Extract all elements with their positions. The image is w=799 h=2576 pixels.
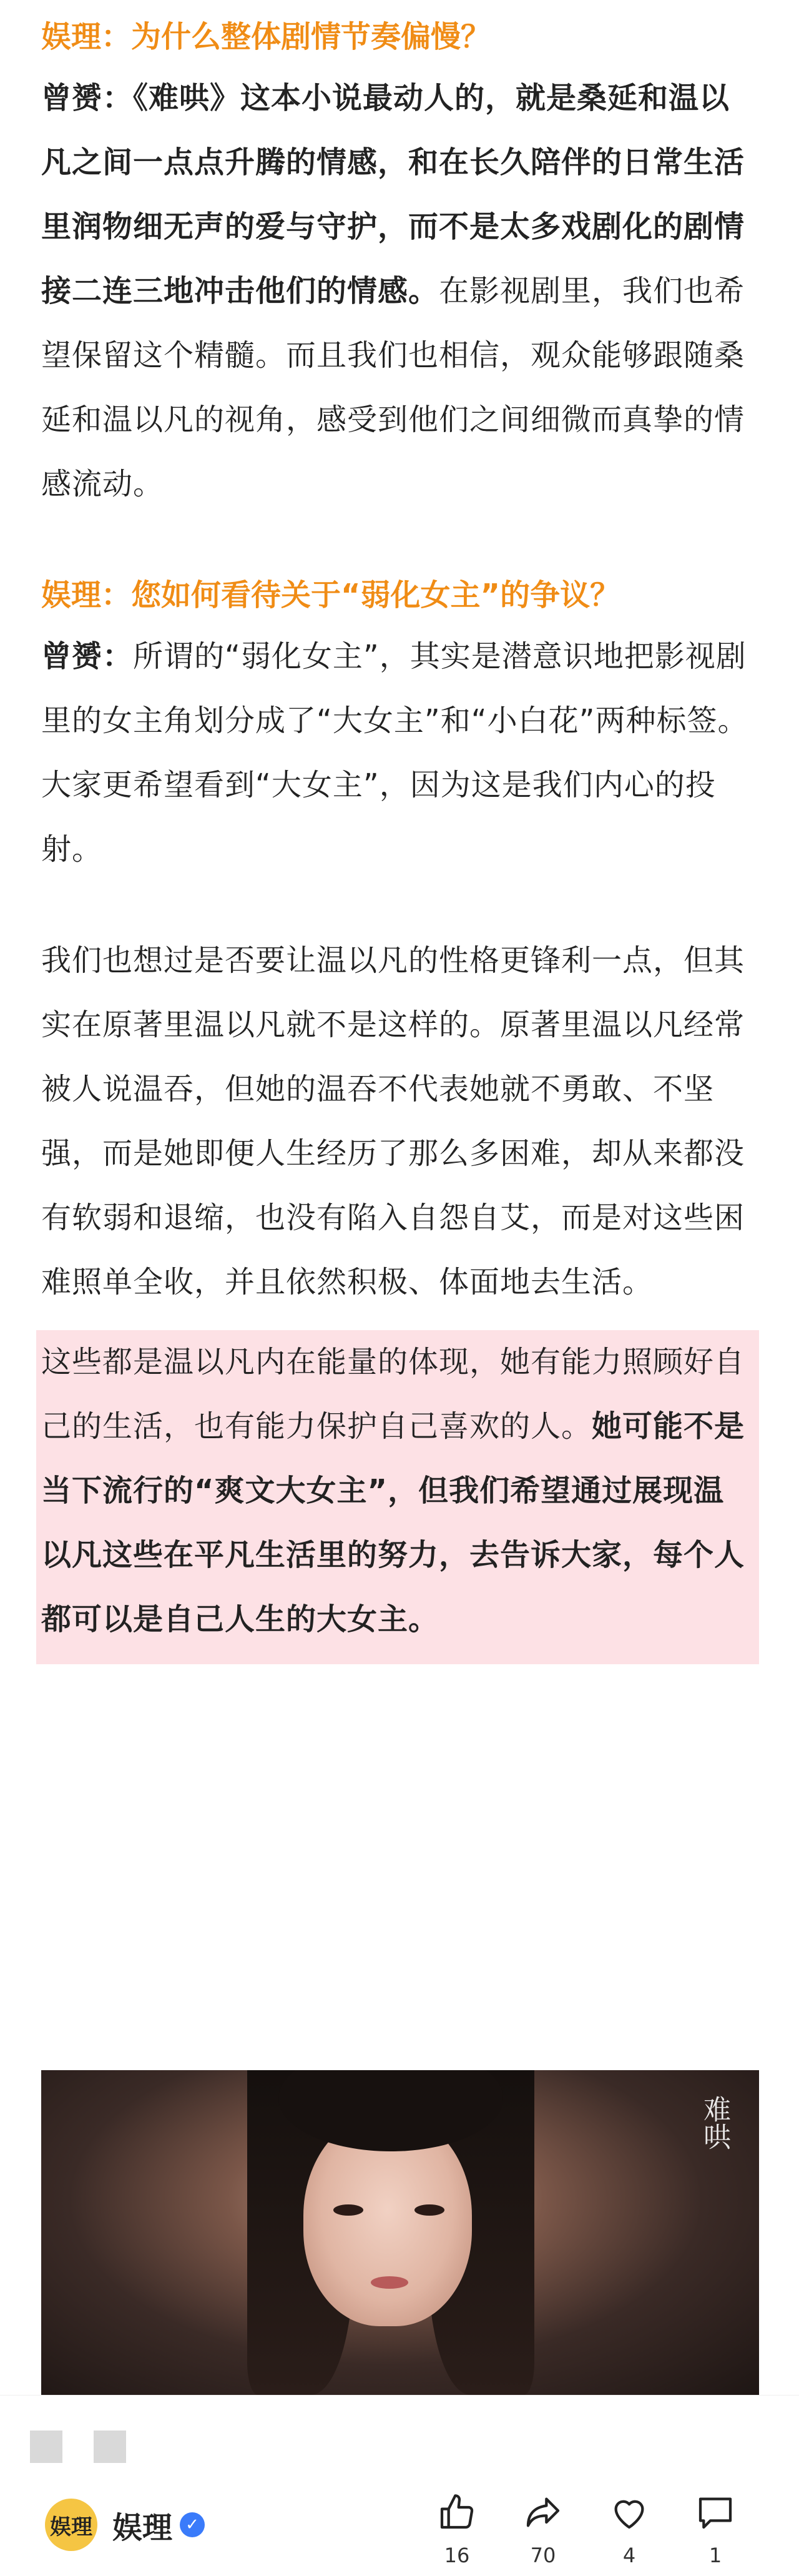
answer-text: 所谓的“弱化女主”，其实是潜意识地把影视剧里的女主角划分成了“大女主”和“小白花”两种标签。大家更希望看到“大女主”，因为这是我们内心的投射。	[41, 639, 748, 867]
author-info[interactable]	[45, 2499, 205, 2551]
share-button[interactable]	[506, 2492, 581, 2567]
question-heading: 娱理：您如何看待关于“弱化女主”的争议？	[41, 578, 620, 613]
photo-eye-right	[414, 2204, 444, 2216]
like-count: 16	[444, 2544, 470, 2567]
article-photo[interactable]	[41, 2070, 759, 2395]
highlight-bold-text: 她可能不是当下流行的“爽文大女主”，但我们希望通过展现温以凡这些在平凡生活里的努力，去告诉大家，每个人都可以是自己人生的大女主。	[41, 1409, 745, 1637]
author-name[interactable]: 娱理	[112, 2510, 173, 2545]
photo-lips	[371, 2276, 408, 2289]
favorite-count: 4	[622, 2544, 636, 2567]
share-icon	[523, 2492, 563, 2532]
drama-watermark-logo: 难哄	[699, 2095, 730, 2150]
highlighted-quote	[36, 1330, 759, 1664]
like-button[interactable]	[419, 2492, 494, 2567]
bottom-action-bar	[0, 2395, 799, 2576]
thumbs-up-icon	[437, 2492, 477, 2532]
photo-eye-left	[333, 2204, 363, 2216]
verified-check-icon: ✓	[180, 2512, 205, 2537]
placeholder-icon	[30, 2430, 62, 2463]
answer-text: 在影视剧里，我们也希望保留这个精髓。而且我们也相信，观众能够跟随桑延和温以凡的视角，感受到他们之间细微而真挚的情感流动。	[41, 274, 745, 501]
favorite-button[interactable]	[592, 2492, 667, 2567]
comment-button[interactable]	[678, 2492, 753, 2567]
answer-bold-text: 《难哄》这本小说最动人的，就是桑延和温以凡之间一点点升腾的情感，和在长久陪伴的日常生活里润物细无声的爱与守护，而不是太多戏剧化的剧情接二连三地冲击他们的情感。	[41, 81, 745, 308]
body-paragraph: 我们也想过是否要让温以凡的性格更锋利一点，但其实在原著里温以凡就不是这样的。原著里温以凡经常被人说温吞，但她的温吞不代表她就不勇敢、不坚强，而是她即便人生经历了那么多困难，却从来都没有软弱和退缩，也没有陷入自怨自艾，而是对这些困难照单全收，并且依然积极、体面地去生活。	[41, 943, 745, 1300]
comment-icon	[695, 2492, 735, 2532]
share-count: 70	[530, 2544, 556, 2567]
speaker-label: 曾赟：	[41, 639, 134, 674]
placeholder-icon	[94, 2430, 126, 2463]
comment-count: 1	[708, 2544, 722, 2567]
answer-paragraph	[41, 66, 759, 516]
author-avatar[interactable]: 娱理	[45, 2499, 97, 2551]
article-body	[41, 0, 759, 1664]
question-heading: 娱理：为什么整体剧情节奏偏慢？	[41, 19, 491, 54]
speaker-label: 曾赟：	[41, 81, 134, 116]
highlight-text: 这些都是温以凡内在能量的体现，她有能力照顾好自己的生活，也有能力保护自己喜欢的人。	[41, 1345, 745, 1444]
answer-paragraph	[41, 624, 759, 882]
heart-icon	[609, 2492, 649, 2532]
